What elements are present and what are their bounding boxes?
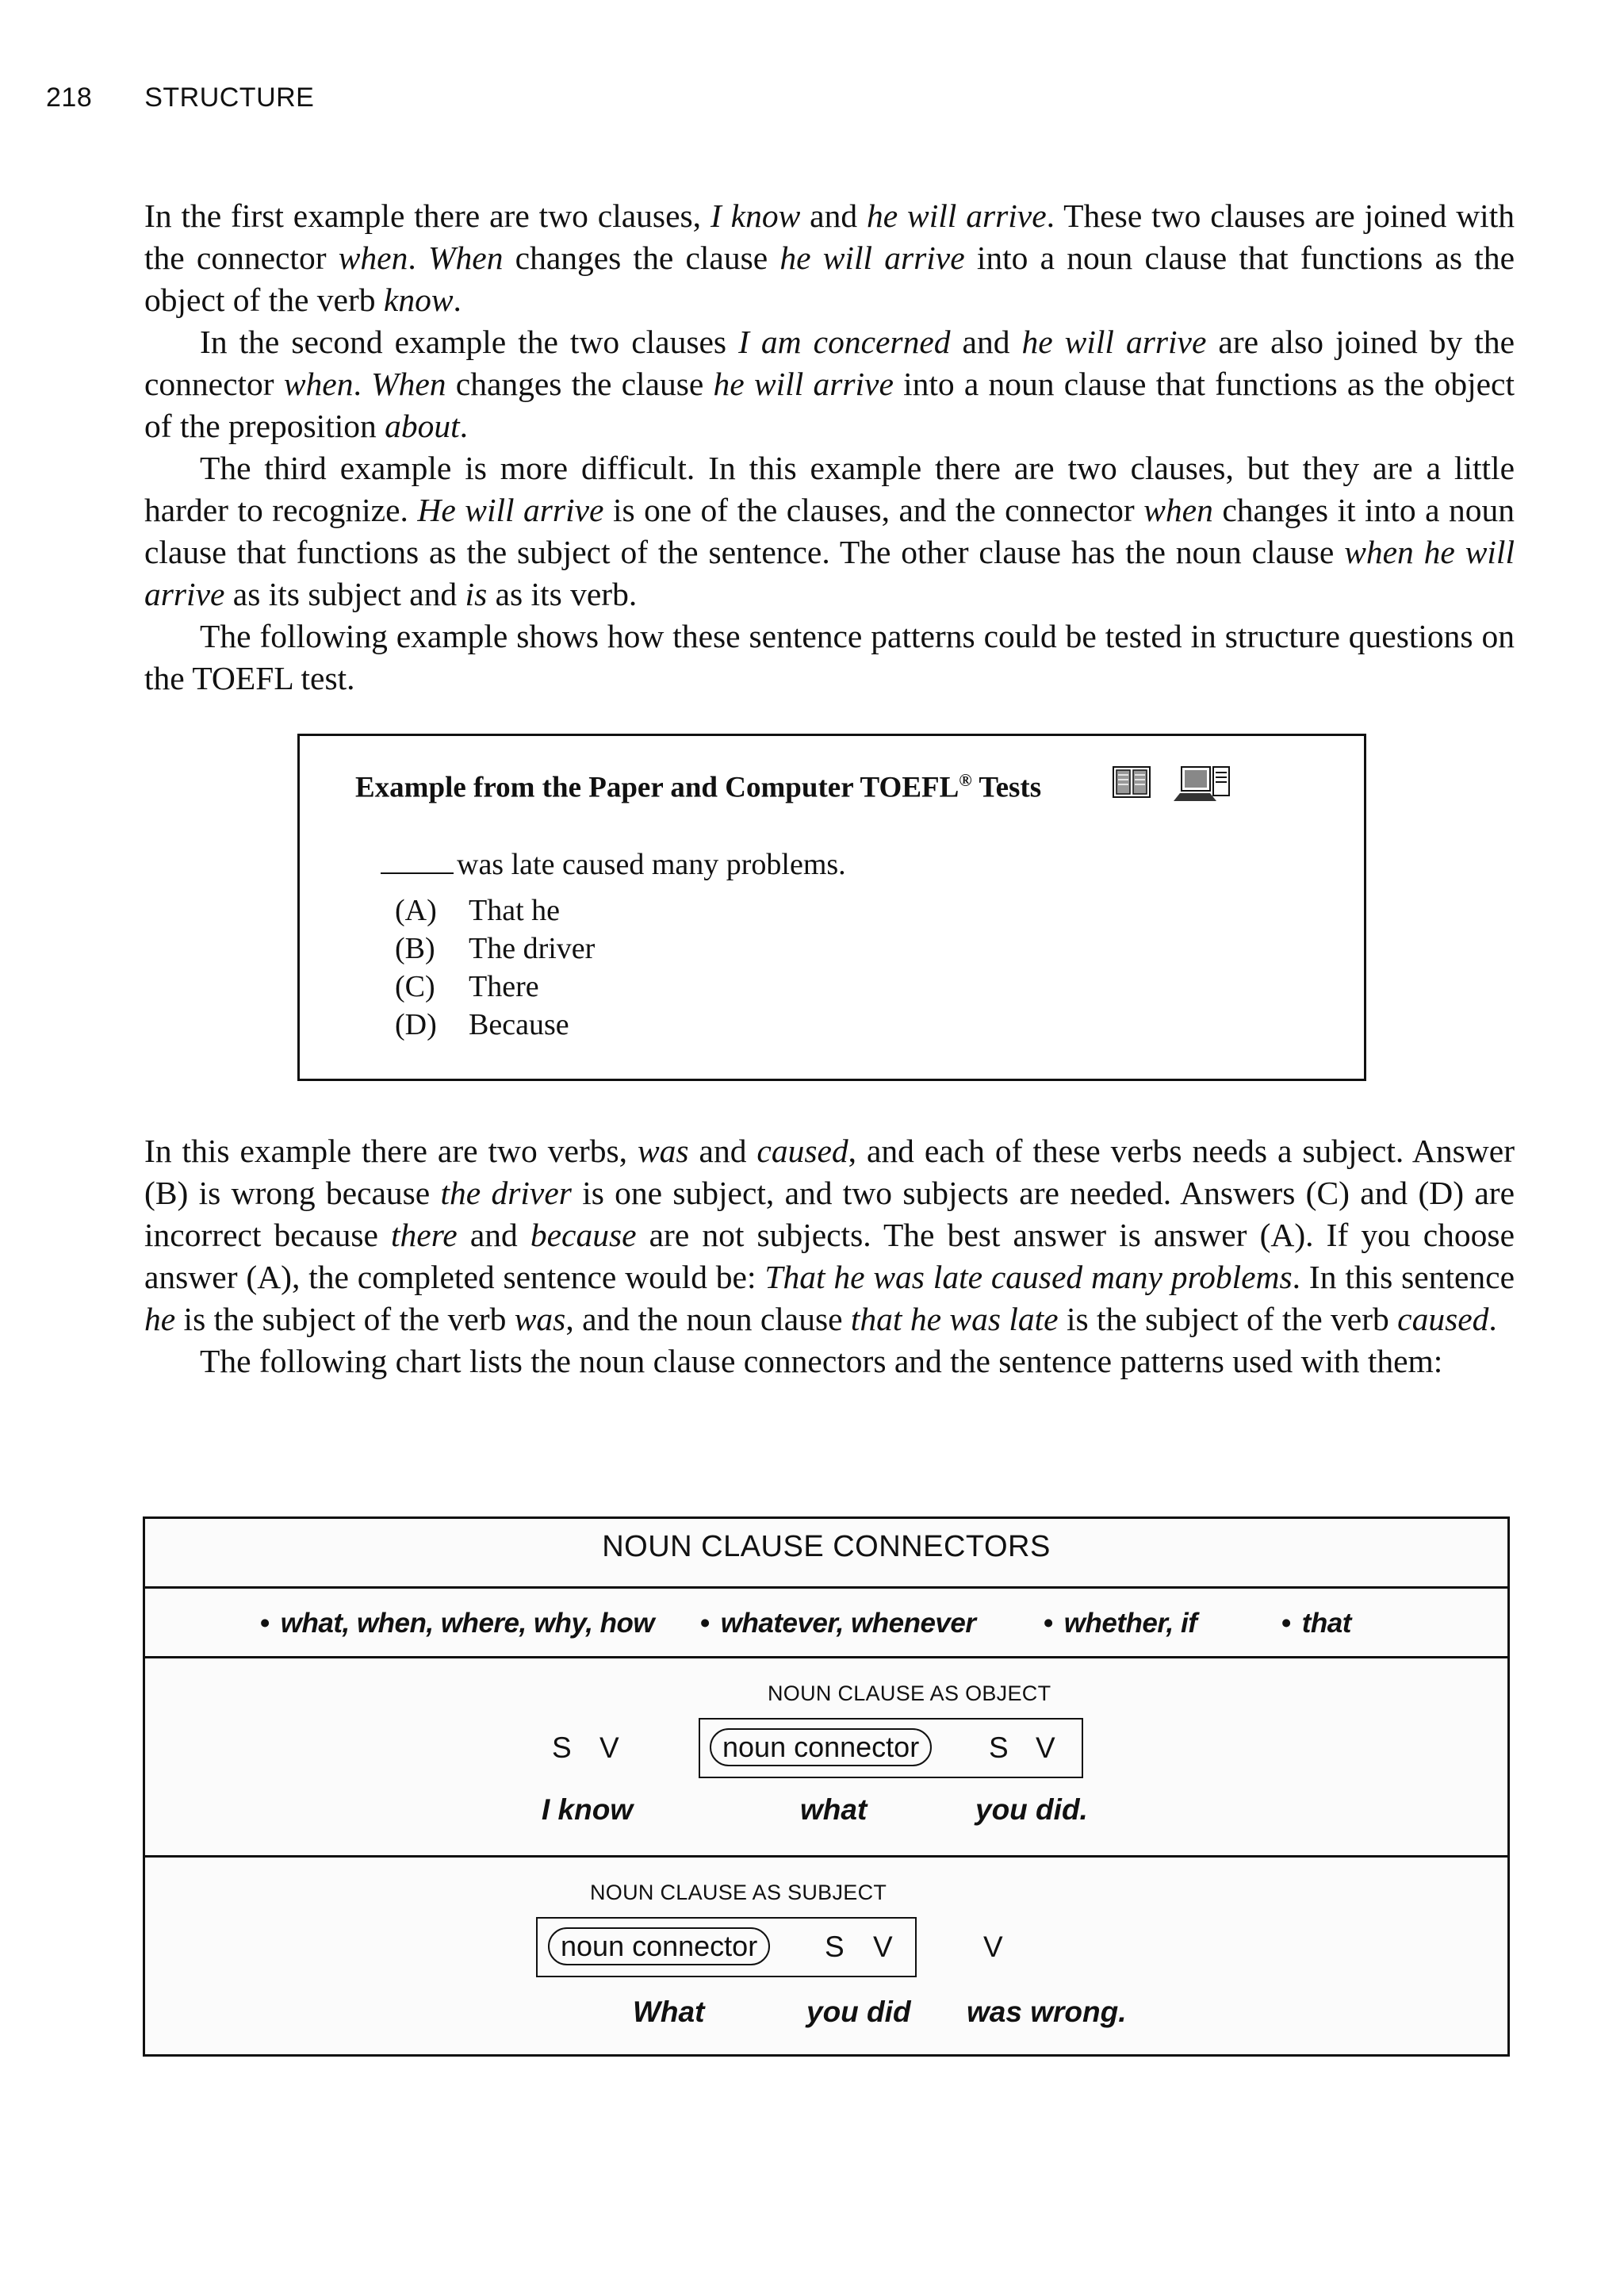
connector-group: • what, when, where, why, how — [260, 1608, 655, 1639]
example-word: I know — [542, 1793, 634, 1826]
object-caption: NOUN CLAUSE AS OBJECT — [768, 1681, 1051, 1705]
question-stem: was late caused many problems. — [381, 847, 846, 882]
example-word: you did. — [975, 1793, 1088, 1826]
connector-group: • that — [1281, 1608, 1351, 1639]
answer-blank — [381, 872, 454, 874]
paragraph: In this example there are two verbs, was and caused, and each of these verbs needs a subject. Answer (B) is wrong because the driver is one subject, and two subjects are needed. Answers (C) and (D) are incorrect because there and because are not subjects. The best answer is answer (A). If you choose answer (A), the completed sentence would be: That he was late caused many problems. In this sentence he is the subject of the verb was, and the noun clause that he was late is the subject of the verb caused. — [144, 1133, 1515, 1337]
paragraph: The third example is more difficult. In this example there are two clauses, but they are a little harder to recognize. He will arrive is one of the clauses, and the connector when changes it into a noun clause that functions as the subject of the sentence. The other clause has the noun clause when he will arrive as its subject and is as its verb. — [144, 450, 1515, 612]
subject-label: S — [552, 1731, 573, 1764]
option-b[interactable]: (B) The driver — [395, 932, 596, 965]
computer-test-icon — [1170, 766, 1231, 803]
example-box — [297, 734, 1366, 1081]
connectors-row — [145, 1589, 1507, 1658]
example-title: Example from the Paper and Computer TOEFL® Tests — [355, 770, 1042, 804]
example-word: you did — [806, 1996, 911, 2028]
option-d[interactable]: (D) Because — [395, 1008, 569, 1041]
clause-verb-label: V — [1036, 1731, 1056, 1764]
noun-connector-pill: noun connector — [548, 1927, 770, 1965]
chart-title: NOUN CLAUSE CONNECTORS — [602, 1530, 1051, 1563]
noun-clause-chart — [143, 1516, 1510, 2057]
page-number: 218 — [46, 82, 93, 113]
answer-options — [395, 893, 595, 1045]
subject-pattern-row — [145, 1858, 1507, 2059]
example-word: What — [633, 1996, 705, 2028]
clause-subject-label: S — [989, 1731, 1009, 1764]
example-word: what — [800, 1793, 868, 1826]
paragraph: In the first example there are two clauses, I know and he will arrive. These two clauses are joined with the connector when. When changes the clause he will arrive into a noun clause that functions as the object of the verb know. — [144, 197, 1515, 318]
clause-verb-label: V — [873, 1931, 894, 1963]
intro-text — [144, 195, 1515, 700]
main-verb-label: V — [983, 1931, 1004, 1963]
paragraph: The following chart lists the noun clause connectors and the sentence patterns used with them: — [200, 1343, 1443, 1379]
verb-label: V — [599, 1731, 620, 1764]
option-c[interactable]: (C) There — [395, 970, 539, 1003]
analysis-text — [144, 1130, 1515, 1382]
paper-test-icon — [1113, 766, 1151, 798]
example-word: was wrong. — [967, 1996, 1127, 2028]
clause-subject-label: S — [825, 1931, 845, 1963]
paragraph: The following example shows how these sentence patterns could be tested in structure questions on the TOEFL test. — [144, 618, 1515, 696]
subject-caption: NOUN CLAUSE AS SUBJECT — [590, 1881, 887, 1904]
connector-group: • whether, if — [1044, 1608, 1197, 1639]
noun-connector-pill: noun connector — [710, 1728, 932, 1766]
object-pattern-row — [145, 1658, 1507, 1858]
chart-title-row — [145, 1519, 1507, 1589]
option-a[interactable]: (A) That he — [395, 894, 561, 927]
paragraph: In the second example the two clauses I am concerned and he will arrive are also joined by the connector when. When changes the clause he will arrive into a noun clause that functions as the object of the preposition about. — [144, 324, 1515, 444]
connector-group: • whatever, whenever — [700, 1608, 976, 1639]
section-title: STRUCTURE — [144, 82, 315, 113]
page-header — [46, 82, 314, 113]
